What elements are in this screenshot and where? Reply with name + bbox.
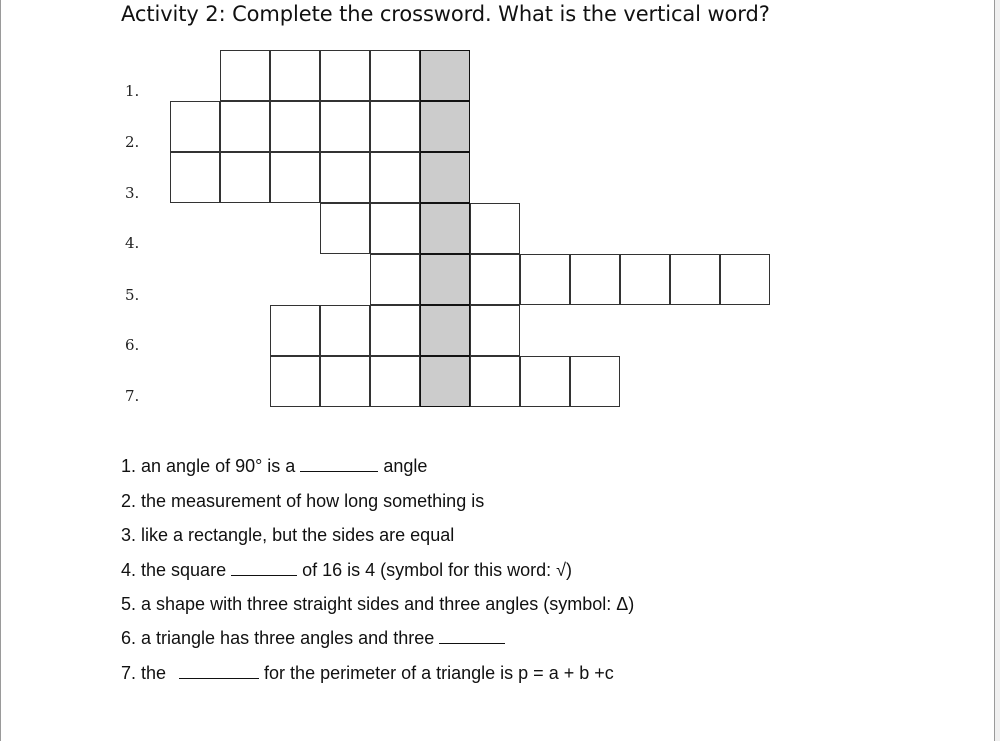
vertical-word-cell[interactable]: [420, 356, 470, 407]
crossword-cell[interactable]: [370, 305, 420, 356]
row-number-4: 4.: [125, 234, 140, 252]
crossword-cell[interactable]: [370, 50, 420, 101]
clue-6-text: 6. a triangle has three angles and three: [121, 628, 440, 648]
vertical-word-cell[interactable]: [420, 305, 470, 356]
crossword-cell[interactable]: [270, 152, 320, 203]
crossword-cell[interactable]: [320, 305, 370, 356]
clue-6: [121, 628, 505, 649]
clue-7-text-end: for the perimeter of a triangle is p = a + b +c: [259, 663, 614, 683]
crossword-cell[interactable]: [370, 152, 420, 203]
vertical-word-cell[interactable]: [420, 254, 470, 305]
crossword-cell[interactable]: [520, 254, 570, 305]
clue-4-text: 4. the square: [121, 560, 232, 580]
crossword-cell[interactable]: [320, 356, 370, 407]
crossword-cell[interactable]: [320, 50, 370, 101]
crossword-cell[interactable]: [370, 254, 420, 305]
crossword-cell[interactable]: [220, 50, 270, 101]
activity-title: Activity 2: Complete the crossword. What is the vertical word?: [121, 2, 770, 26]
crossword-cell[interactable]: [170, 101, 220, 152]
crossword-cell[interactable]: [620, 254, 670, 305]
answer-blank: [179, 664, 259, 679]
clue-5-text: 5. a shape with three straight sides and three angles (symbol: Δ): [121, 594, 635, 614]
vertical-word-cell[interactable]: [420, 101, 470, 152]
row-number-7: 7.: [125, 387, 140, 405]
crossword-cell[interactable]: [170, 152, 220, 203]
crossword-cell[interactable]: [270, 50, 320, 101]
row-number-3: 3.: [125, 184, 140, 202]
crossword-cell[interactable]: [570, 356, 620, 407]
crossword-cell[interactable]: [370, 101, 420, 152]
clue-4: [121, 560, 572, 581]
crossword-cell[interactable]: [370, 203, 420, 254]
crossword-cell[interactable]: [370, 356, 420, 407]
crossword-cell[interactable]: [720, 254, 770, 305]
clue-7-text: 7. the: [121, 663, 172, 683]
clue-1: [121, 456, 427, 477]
clue-2: [121, 491, 484, 512]
vertical-word-cell[interactable]: [420, 152, 470, 203]
crossword-cell[interactable]: [570, 254, 620, 305]
clue-1-text-end: angle: [378, 456, 428, 476]
crossword-cell[interactable]: [520, 356, 570, 407]
clue-3: [121, 525, 454, 546]
crossword-cell[interactable]: [670, 254, 720, 305]
row-number-1: 1.: [125, 82, 140, 100]
row-number-5: 5.: [125, 286, 140, 304]
clue-1-text: 1. an angle of 90° is a: [121, 456, 301, 476]
answer-blank: [439, 629, 505, 644]
crossword-cell[interactable]: [470, 305, 520, 356]
clue-4-text-end: of 16 is 4 (symbol for this word: √): [297, 560, 573, 580]
crossword-cell[interactable]: [270, 305, 320, 356]
crossword-cell[interactable]: [220, 152, 270, 203]
crossword-cell[interactable]: [320, 152, 370, 203]
row-number-2: 2.: [125, 133, 140, 151]
answer-blank: [231, 561, 297, 576]
clue-3-text: 3. like a rectangle, but the sides are equal: [121, 525, 455, 545]
crossword-cell[interactable]: [320, 203, 370, 254]
crossword-cell[interactable]: [470, 356, 520, 407]
vertical-word-cell[interactable]: [420, 50, 470, 101]
clue-7: [121, 663, 614, 684]
clue-2-text: 2. the measurement of how long something is: [121, 491, 485, 511]
row-number-6: 6.: [125, 336, 140, 354]
crossword-cell[interactable]: [320, 101, 370, 152]
answer-blank: [300, 457, 378, 472]
crossword-cell[interactable]: [470, 203, 520, 254]
crossword-cell[interactable]: [270, 101, 320, 152]
crossword-cell[interactable]: [270, 356, 320, 407]
crossword-cell[interactable]: [220, 101, 270, 152]
clue-5: [121, 594, 634, 615]
crossword-cell[interactable]: [470, 254, 520, 305]
vertical-word-cell[interactable]: [420, 203, 470, 254]
